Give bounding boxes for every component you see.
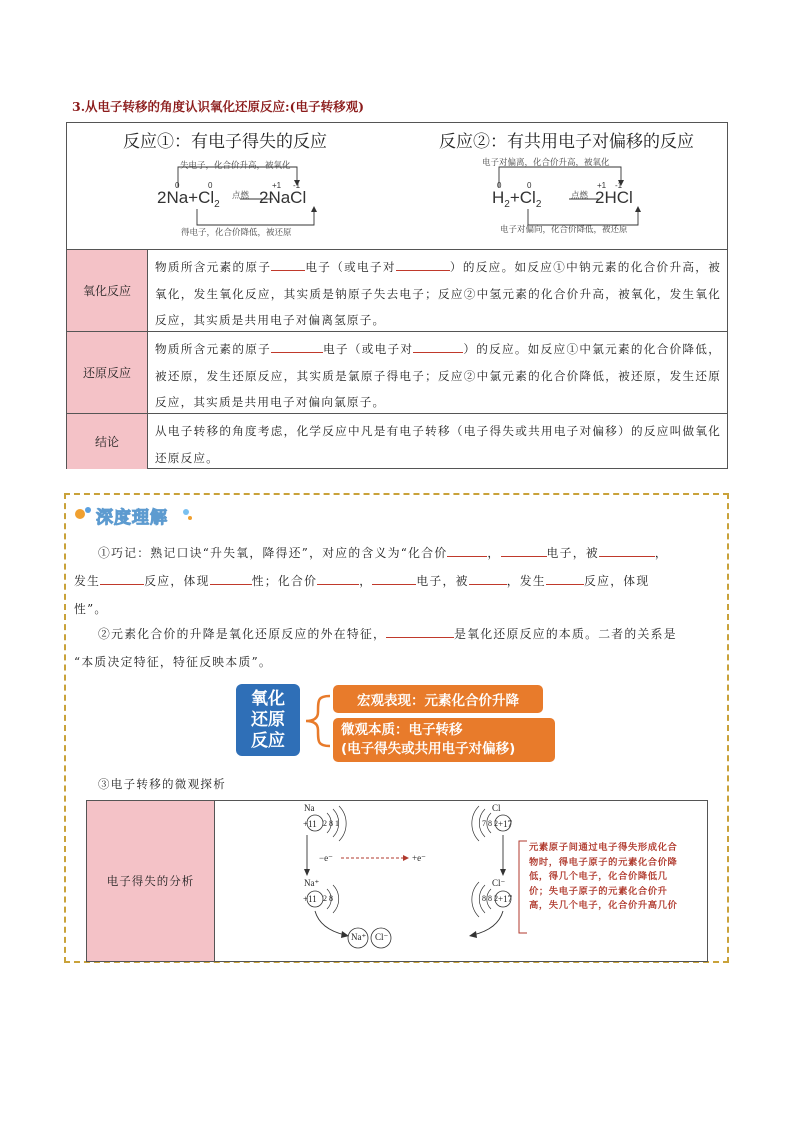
text-part: ，发生: [506, 574, 546, 588]
cl-ion-shells: 8 8 2: [482, 894, 498, 903]
cl-ion-core: +17: [498, 894, 513, 904]
product: 2NaCl: [259, 188, 307, 207]
text-part: 电子，被: [546, 546, 599, 560]
product-na: Na⁺: [351, 932, 367, 942]
gain-electron-label: +e⁻: [412, 853, 426, 863]
text-part: 性；化合价: [251, 574, 318, 588]
badge-text: 深度理解: [96, 508, 168, 528]
text-part: 物质所含元素的原子: [155, 342, 271, 356]
redox-concept-box: [236, 684, 300, 756]
micro-box: [333, 718, 555, 762]
reaction2-top-note: 电子对偏离，化合价升高，被氧化: [482, 157, 610, 167]
row-text: [155, 254, 721, 334]
product-cl: Cl⁻: [375, 932, 389, 942]
table-row-reduction: [67, 331, 727, 413]
answer-blank[interactable]: [271, 257, 305, 271]
answer-blank[interactable]: [599, 543, 655, 557]
paragraph-mnemonic: [74, 539, 722, 623]
na-shells: 2 8 1: [323, 819, 339, 828]
reaction1-top-note: 失电子，化合价升高，被氧化: [180, 160, 291, 170]
answer-blank[interactable]: [546, 571, 584, 585]
subscript: 2: [535, 199, 542, 210]
ox-state: +1: [272, 181, 282, 190]
deep-badge: [70, 502, 194, 526]
row-text: [155, 336, 721, 416]
reaction1-bottom-note: 得电子，化合价降低，被还原: [181, 227, 292, 237]
text-part: ②元素化合价的升降是氧化还原反应的外在特征，: [98, 627, 387, 641]
analysis-note: 元素原子间通过电子得失形成化合物时，得电子原子的元素化合价降低，得几个电子，化合价降低几价；失电子原子的元素化合价升高，失几个电子，化合价升高几价: [529, 842, 678, 911]
cl-label: Cl: [492, 803, 501, 813]
text-part: ，: [487, 546, 501, 560]
subscript: 2: [504, 199, 510, 210]
text-part: ，: [359, 574, 373, 588]
section-title: 3.从电子转移的角度认识氧化还原反应:(电子转移观): [72, 99, 364, 114]
condition: 点燃: [571, 190, 589, 200]
reaction2-title: 反应②：有共用电子对偏移的反应: [439, 132, 694, 151]
answer-blank[interactable]: [396, 257, 450, 271]
macro-box: 宏观表现：元素化合价升降: [333, 685, 543, 713]
product: 2HCl: [595, 188, 633, 207]
text-part: 电子，被: [416, 574, 469, 588]
text-part: “本质决定特征，特征反映本质”。: [74, 655, 273, 669]
reaction2-equation: [492, 188, 541, 210]
ox-state: 0: [497, 181, 502, 190]
text-part: 物质所含元素的原子: [155, 260, 272, 274]
row-label: 还原反应: [67, 332, 148, 413]
answer-blank[interactable]: [100, 571, 144, 585]
condition: 点燃: [232, 190, 250, 200]
na-ion-label: Na⁺: [304, 878, 320, 888]
concept-line: 反应: [251, 730, 285, 751]
ox-state: 0: [175, 181, 180, 190]
reaction-diagrams: [67, 123, 727, 249]
text-part: 反应，体现: [144, 574, 210, 588]
reactant: +Cl: [509, 188, 536, 207]
text-part: ）的反应。如反应①中氯元素的化合价降低，被还原，发生还原反应，其实质是氯原子得电子；反应②中氯元素的化合价降低，被还原，发生还原反应，其实质是共用电子对偏向氯原子。: [155, 342, 721, 409]
cl-ion-label: Cl⁻: [492, 878, 506, 888]
na-core: +11: [303, 819, 317, 829]
reactant: H: [492, 188, 505, 207]
ox-state: -1: [615, 181, 623, 190]
micro-line: (电子得失或共用电子对偏移): [341, 741, 516, 757]
text-part: 是氧化还原反应的本质。二者的关系是: [454, 627, 677, 641]
row-label: 氧化反应: [67, 250, 148, 331]
cl-shells: 7 8 2: [482, 819, 498, 828]
text-part: 发生: [74, 574, 101, 588]
row-label: 电子得失的分析: [87, 801, 215, 961]
text-part: ①巧记：熟记口诀“升失氧，降得还”，对应的含义为“化合价: [98, 546, 448, 560]
table-row-conclusion: [67, 413, 727, 469]
reaction1-title: 反应①：有电子得失的反应: [123, 132, 327, 151]
paragraph-feature: [74, 620, 722, 676]
answer-blank[interactable]: [210, 571, 252, 585]
na-ion-shells: 2 8: [323, 894, 333, 903]
text-part: 电子（或电子对: [322, 342, 414, 356]
row-text: 从电子转移的角度考虑，化学反应中凡是有电子转移（电子得失或共用电子对偏移）的反应叫做氧化还原反应。: [155, 424, 721, 465]
ox-state: +1: [597, 181, 607, 190]
answer-blank[interactable]: [501, 543, 547, 557]
note-bracket: [515, 839, 529, 935]
answer-blank[interactable]: [413, 339, 463, 353]
reaction2-bottom-note: 电子对偏向，化合价降低，被还原: [500, 224, 628, 234]
na-label: Na: [304, 803, 315, 813]
concept-line: 还原: [251, 709, 285, 730]
cl-core: +17: [498, 819, 513, 829]
answer-blank[interactable]: [469, 571, 507, 585]
row-label: 结论: [67, 414, 148, 469]
redox-table: [66, 122, 728, 469]
answer-blank[interactable]: [447, 543, 487, 557]
na-ion-core: +11: [303, 894, 317, 904]
brace-icon: [300, 686, 334, 756]
concept-line: 氧化: [251, 688, 285, 709]
paragraph-micro: ③电子转移的微观探析: [98, 777, 226, 791]
answer-blank[interactable]: [271, 339, 323, 353]
ox-state: 0: [208, 181, 213, 190]
text-part: ，: [654, 546, 669, 560]
text-part: 反应，体现: [584, 574, 650, 588]
text-part: 电子（或电子对: [305, 260, 396, 274]
lose-electron-label: −e⁻: [319, 853, 333, 863]
ox-state: 0: [527, 181, 532, 190]
answer-blank[interactable]: [317, 571, 359, 585]
micro-line: 微观本质：电子转移: [341, 722, 463, 738]
electron-analysis-table: [86, 800, 708, 962]
text-part: 性”。: [74, 602, 108, 616]
answer-blank[interactable]: [386, 624, 454, 638]
table-row-oxidation: [67, 249, 727, 331]
reaction1-equation: [157, 188, 220, 210]
ox-state: -1: [293, 181, 301, 190]
reactants: 2Na+Cl: [157, 188, 215, 207]
subscript: 2: [214, 199, 220, 210]
answer-blank[interactable]: [372, 571, 416, 585]
text-part: ）的反应。如反应①中钠元素的化合价升高，被氧化，发生氧化反应，其实质是钠原子失去电子；反应②中氢元素的化合价升高，被氧化，发生氧化反应，其实质是共用电子对偏离氢原子。: [155, 260, 721, 327]
